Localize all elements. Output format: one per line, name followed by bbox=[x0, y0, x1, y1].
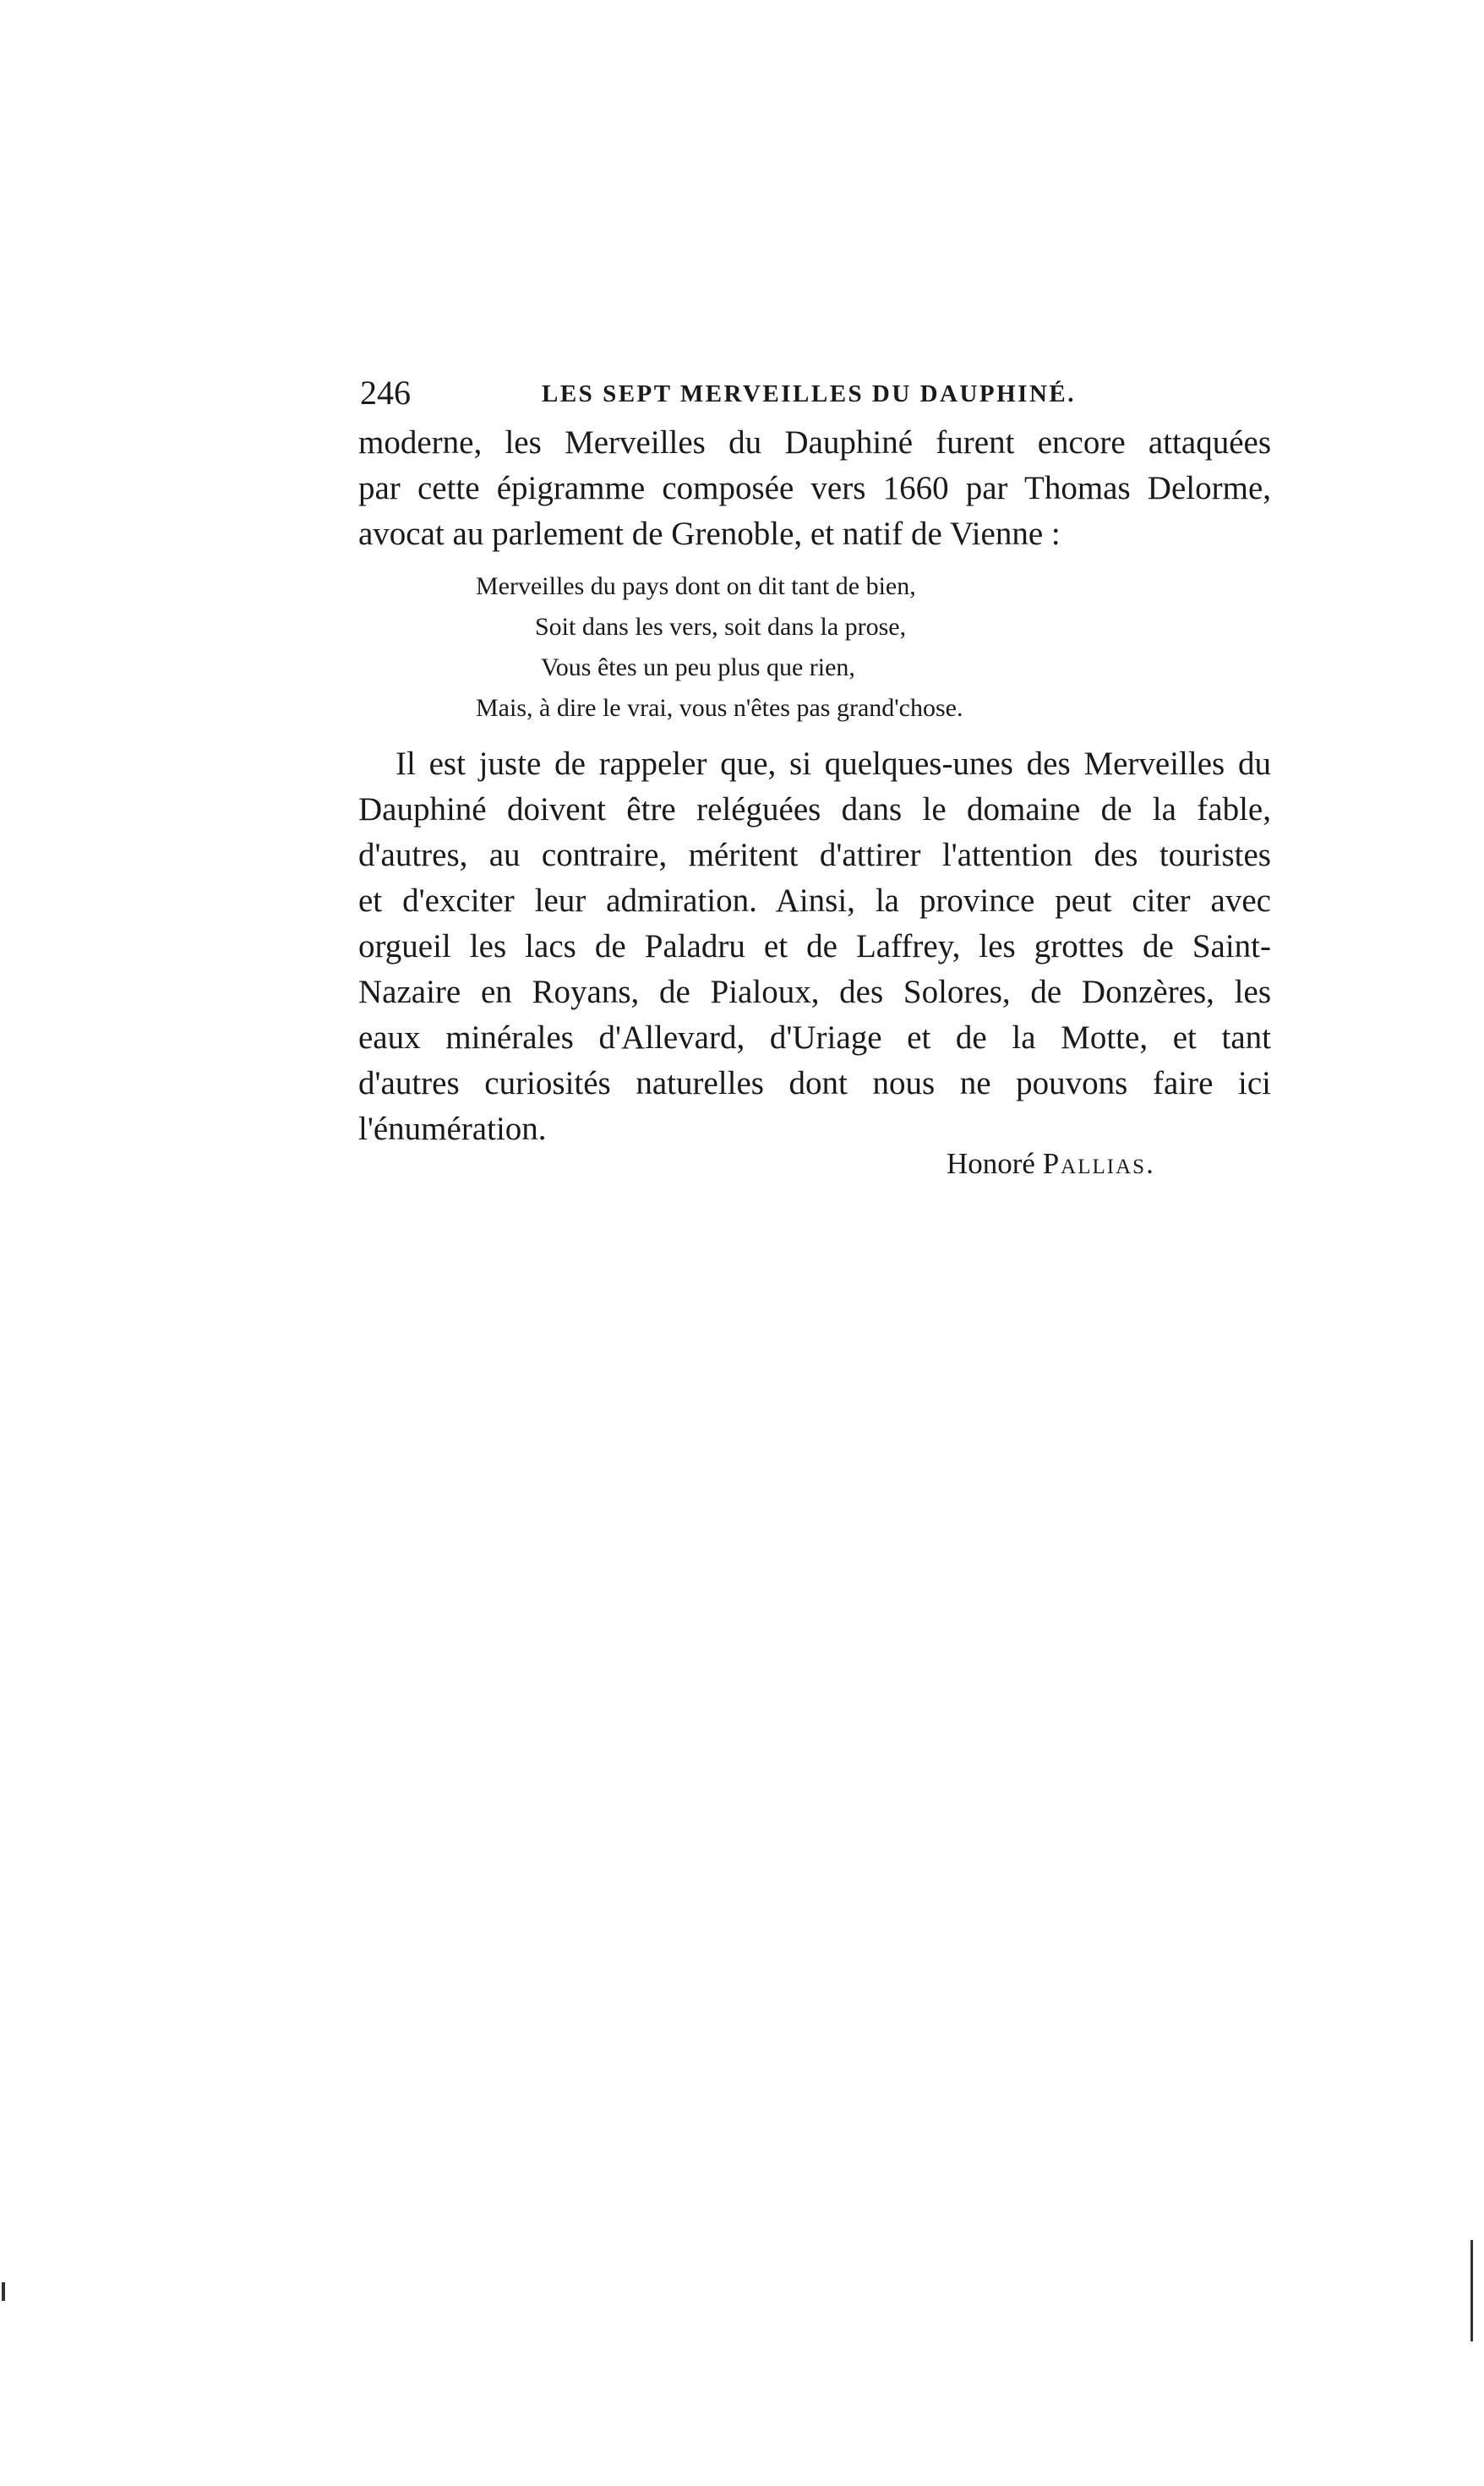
scan-edge-mark bbox=[2, 2282, 5, 2301]
paragraph-line: d'autres curiosités naturelles dont nous ne pouvons faire ici bbox=[358, 1065, 1271, 1101]
paragraph-line: par cette épigramme composée vers 1660 par Thomas Delorme, bbox=[358, 470, 1271, 506]
verse-line: Soit dans les vers, soit dans la prose, bbox=[535, 613, 907, 641]
paragraph-line: moderne, les Merveilles du Dauphiné furent encore attaquées bbox=[358, 424, 1271, 461]
running-title: LES SEPT MERVEILLES DU DAUPHINÉ. bbox=[542, 380, 1076, 407]
paragraph-line: orgueil les lacs de Paladru et de Laffrey, les grottes de Saint- bbox=[358, 928, 1271, 964]
paragraph-line: avocat au parlement de Grenoble, et natif de Vienne : bbox=[358, 516, 1061, 552]
page-number: 246 bbox=[360, 374, 411, 412]
paragraph-line: Nazaire en Royans, de Pialoux, des Solores, de Donzères, les bbox=[358, 974, 1271, 1010]
author-last-name: Pallias. bbox=[1042, 1147, 1155, 1180]
paragraph-line: d'autres, au contraire, méritent d'attirer l'attention des touristes bbox=[358, 837, 1271, 873]
paragraph-line: eaux minérales d'Allevard, d'Uriage et de la Motte, et tant bbox=[358, 1019, 1271, 1056]
paragraph-2 bbox=[358, 741, 1271, 1152]
page-header bbox=[360, 372, 1271, 414]
paragraph-1 bbox=[358, 420, 1271, 557]
verse-line: Vous êtes un peu plus que rien, bbox=[541, 653, 855, 681]
paragraph-line: l'énumération. bbox=[358, 1111, 547, 1147]
author-signature bbox=[947, 1141, 1155, 1187]
paragraph-line: et d'exciter leur admiration. Ainsi, la province peut citer avec bbox=[358, 882, 1271, 919]
epigram-verse bbox=[476, 566, 1084, 729]
scan-edge-mark bbox=[1470, 2240, 1473, 2341]
paragraph-line: Il est juste de rappeler que, si quelques-unes des Merveilles du bbox=[396, 746, 1271, 782]
paragraph-line: Dauphiné doivent être reléguées dans le domaine de la fable, bbox=[358, 791, 1271, 828]
verse-line: Merveilles du pays dont on dit tant de bien, bbox=[476, 572, 916, 600]
verse-line: Mais, à dire le vrai, vous n'êtes pas grand'chose. bbox=[476, 694, 963, 722]
author-first-name: Honoré bbox=[947, 1147, 1035, 1180]
